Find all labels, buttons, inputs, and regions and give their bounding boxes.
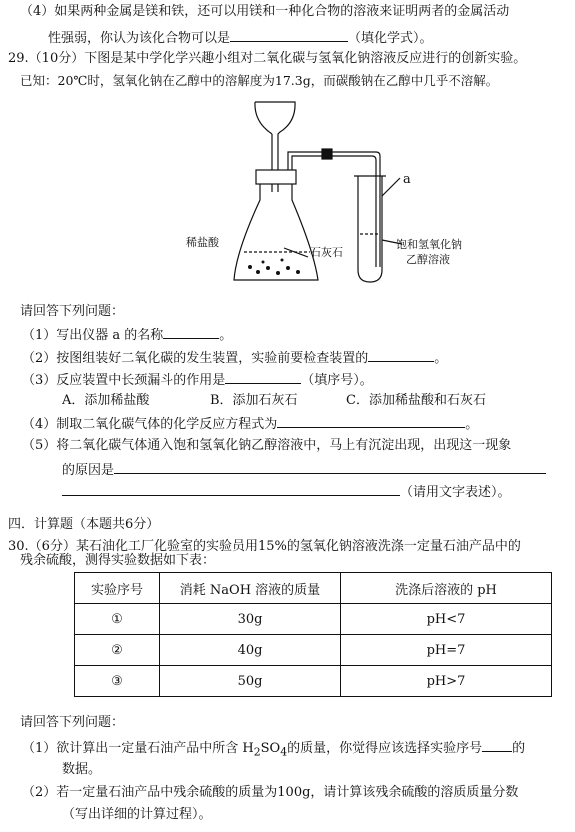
label-dilute-hcl: 稀盐酸 (186, 236, 219, 249)
q30-1-sub-2: 2 (253, 745, 261, 759)
q29-4-end: 。 (465, 417, 479, 432)
q28-4-line2 (48, 28, 433, 48)
q30-1-line2: 数据。 (62, 762, 102, 777)
header-naoh-mass: 消耗 NaOH 溶液的质量 (160, 573, 341, 604)
cell-ph: pH=7 (341, 635, 552, 666)
q29-4-answer-blank[interactable] (277, 414, 465, 428)
cell-trial: ① (75, 604, 160, 635)
q29-2-end: 。 (434, 351, 448, 366)
q29-option-a: A．添加稀盐酸 (62, 393, 150, 408)
cell-trial: ③ (75, 666, 160, 697)
q29-option-c: C．添加稀盐酸和石灰石 (346, 393, 486, 408)
q30-1 (22, 738, 525, 762)
q29-2-answer-blank[interactable] (368, 348, 434, 362)
q29-prompt: 请回答下列问题： (20, 304, 125, 319)
q29-5-text: 的原因是 (62, 463, 115, 478)
q29-known: 已知：20℃时，氢氧化钠在乙醇中的溶解度为17.3g，而碳酸钠在乙醇中几乎不溶解。 (20, 73, 499, 88)
q30-1-sub-4: 4 (280, 745, 288, 759)
header-ph: 洗涤后溶液的 pH (341, 573, 552, 604)
label-a: a (403, 172, 411, 187)
q29-5-end: （请用文字表述）。 (400, 485, 511, 500)
cell-mass: 30g (160, 604, 341, 635)
table-row (75, 635, 552, 666)
cell-ph: pH>7 (341, 666, 552, 697)
q29-4-text: （4）制取二氧化碳气体的化学反应方程式为 (22, 417, 278, 432)
table-row (75, 666, 552, 697)
cell-mass: 50g (160, 666, 341, 697)
q29-4 (22, 414, 478, 434)
table-row (75, 604, 552, 635)
flask (234, 184, 318, 280)
q29-5-answer-blank-1[interactable] (114, 460, 546, 474)
q30-2-line1: （2）若一定量石油产品中残余硫酸的质量为100g，请计算该残余硫酸的溶质质量分数 (22, 785, 519, 800)
stopper (256, 170, 296, 184)
q29-5-line2 (62, 460, 546, 480)
q28-4-text: 性强弱，你认为该化合物可以是 (48, 31, 231, 46)
header-trial-no: 实验序号 (75, 573, 160, 604)
apparatus-diagram (230, 92, 510, 292)
q30-1-text: （1）欲计算出一定量石油产品中所含 H (22, 741, 254, 756)
q29-5-answer-blank-2[interactable] (62, 482, 400, 496)
q29-1-end: 。 (219, 328, 233, 343)
q29-2 (22, 348, 447, 368)
q29-5-line1: （5）将二氧化碳气体通入饱和氢氧化钠乙醇溶液中，马上有沉淀出现，出现这一现象 (22, 438, 512, 453)
q30-1-answer-blank[interactable] (482, 738, 512, 752)
cell-mass: 40g (160, 635, 341, 666)
q30-1-so: SO (260, 741, 281, 756)
q30-heading-2: 残余硫酸，测得实验数据如下表： (20, 553, 216, 568)
label-limestone: 石灰石 (310, 246, 343, 259)
section-4-title: 四．计算题（本题共6分） (8, 517, 160, 532)
q29-1-text: （1）写出仪器 a 的名称 (22, 328, 164, 343)
label-solution-2: 乙醇溶液 (406, 253, 450, 266)
q29-1-answer-blank[interactable] (163, 325, 219, 339)
q30-heading: 30.（6分）某石油化工厂化验室的实验员用15%的氢氧化钠溶液洗涤一定量石油产品中的 (8, 539, 521, 554)
q29-3 (22, 370, 373, 390)
q29-1 (22, 325, 232, 345)
q30-1-text-2: 的质量，你觉得应该选择实验序号 (287, 741, 483, 756)
test-tube-a (358, 176, 382, 282)
q29-heading: 29.（10分）下图是某中学化学兴趣小组对二氧化碳与氢氧化钠溶液反应进行的创新实验。 (8, 51, 527, 66)
cell-ph: pH<7 (341, 604, 552, 635)
cell-trial: ② (75, 635, 160, 666)
q30-1-end: 的 (512, 741, 526, 756)
q30-2-line2: （写出详细的计算过程）。 (62, 807, 212, 822)
q29-2-text: （2）按图组装好二氧化碳的发生装置，实验前要检查装置的 (22, 351, 369, 366)
q29-3-answer-blank[interactable] (225, 370, 301, 384)
q29-3-end: （填序号）。 (301, 373, 373, 388)
label-solution-1: 饱和氢氧化钠 (396, 238, 462, 251)
q28-4-answer-blank[interactable] (230, 28, 348, 42)
q28-4-hint: （填化学式）。 (348, 31, 433, 46)
q29-option-b: B．添加石灰石 (210, 393, 298, 408)
q29-3-text: （3）反应装置中长颈漏斗的作用是 (22, 373, 226, 388)
experiment-table (74, 572, 552, 697)
q30-prompt: 请回答下列问题： (20, 715, 125, 730)
q29-5-line3 (62, 482, 511, 502)
table-header-row (75, 573, 552, 604)
q28-4-line1: （4）如果两种金属是镁和铁，还可以用镁和一种化合物的溶液来证明两者的金属活动 (20, 4, 510, 19)
